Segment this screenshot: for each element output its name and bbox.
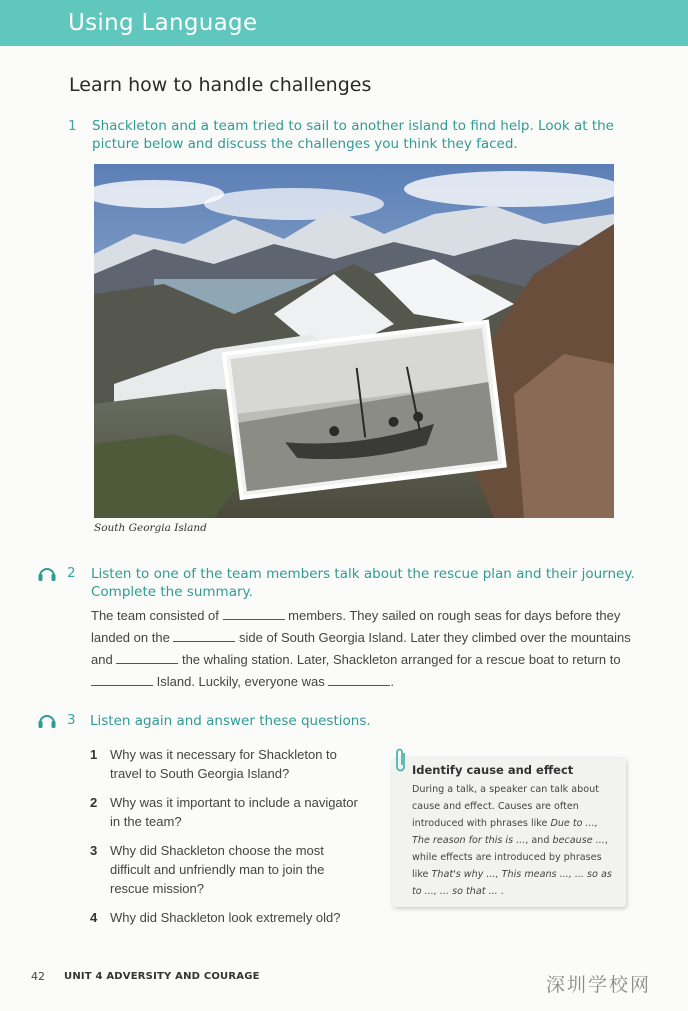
summary-text-6: the whaling station. Later, Shackleton arranged for a rescue boat to return to bbox=[181, 652, 621, 667]
section-title: Learn how to handle challenges bbox=[69, 74, 372, 96]
south-georgia-photo bbox=[94, 164, 614, 518]
summary-text-4: side of South Georgia Island. Later they climbed over the mountains bbox=[239, 630, 631, 645]
photo-caption: South Georgia Island bbox=[94, 522, 207, 534]
question-2-line-1: Listen to one of the team members talk about the rescue plan and their journey. bbox=[91, 566, 635, 582]
tip-text-6: That's why ..., This means ..., ... so as to ..., ... so that ... bbox=[412, 869, 612, 897]
tip-text-7: . bbox=[497, 886, 504, 897]
watermark-text: 深圳学校网 bbox=[546, 974, 652, 996]
question-list-text: Why did Shackleton look extremely old? bbox=[110, 910, 341, 925]
list-item bbox=[90, 908, 360, 927]
summary-text-2: members. They sailed on rough seas for days before they bbox=[288, 608, 621, 623]
question-2-line-2: Complete the summary. bbox=[91, 584, 253, 600]
page-number: 42 bbox=[31, 970, 45, 983]
headphones-icon[interactable] bbox=[37, 711, 57, 729]
question-3-number: 3 bbox=[67, 712, 76, 728]
banner-title: Using Language bbox=[68, 10, 258, 36]
question-3-text: Listen again and answer these questions. bbox=[90, 713, 371, 729]
landscape-illustration bbox=[94, 164, 614, 518]
blank-4[interactable] bbox=[91, 673, 153, 686]
summary-text-1: The team consisted of bbox=[91, 608, 219, 623]
blank-1[interactable] bbox=[223, 607, 285, 620]
blank-2[interactable] bbox=[173, 629, 235, 642]
headphones-icon[interactable] bbox=[37, 564, 57, 582]
tip-body bbox=[412, 781, 618, 900]
tip-text-4: because ... bbox=[552, 835, 605, 846]
question-list-text: Why was it necessary for Shackleton to travel to South Georgia Island? bbox=[110, 747, 337, 781]
question-list-number: 1 bbox=[90, 747, 98, 762]
blank-5[interactable] bbox=[328, 673, 390, 686]
summary-text-5: and bbox=[91, 652, 113, 667]
tip-text-1: During a talk, a speaker can talk about cause and effect. Causes are often introduced with phrases like bbox=[412, 784, 599, 829]
section-banner bbox=[0, 0, 688, 46]
paperclip-icon bbox=[394, 747, 408, 773]
old-photograph bbox=[224, 322, 505, 498]
blank-3[interactable] bbox=[116, 651, 178, 664]
tip-box bbox=[392, 757, 626, 907]
question-2-text bbox=[91, 565, 651, 601]
tip-title: Identify cause and effect bbox=[412, 763, 574, 777]
question-2-number: 2 bbox=[67, 565, 76, 581]
summary-text-7: Island. Luckily, everyone was bbox=[156, 674, 325, 689]
tip-text-2: Due to ..., The reason for this is ... bbox=[412, 818, 598, 846]
summary-text-8: . bbox=[390, 674, 394, 689]
question-list bbox=[90, 745, 360, 937]
question-list-text: Why did Shackleton choose the most difficult and unfriendly man to join the rescue mission? bbox=[110, 843, 325, 896]
question-1-number: 1 bbox=[68, 118, 77, 134]
summary-text-3: landed on the bbox=[91, 630, 170, 645]
question-1-text bbox=[92, 117, 652, 153]
unit-label: UNIT 4 ADVERSITY AND COURAGE bbox=[64, 971, 260, 982]
list-item bbox=[90, 745, 360, 783]
question-1-line-2: picture below and discuss the challenges you think they faced. bbox=[92, 136, 518, 152]
question-list-text: Why was it important to include a navigator in the team? bbox=[110, 795, 358, 829]
question-list-number: 4 bbox=[90, 910, 98, 925]
tip-text-5: , while effects are introduced by phrases like bbox=[412, 835, 608, 880]
question-1-line-1: Shackleton and a team tried to sail to another island to find help. Look at the bbox=[92, 118, 614, 134]
list-item bbox=[90, 793, 360, 831]
question-list-number: 3 bbox=[90, 843, 98, 858]
summary-paragraph bbox=[91, 605, 636, 693]
list-item bbox=[90, 841, 360, 898]
tip-text-3: , and bbox=[525, 835, 553, 846]
question-list-number: 2 bbox=[90, 795, 98, 810]
